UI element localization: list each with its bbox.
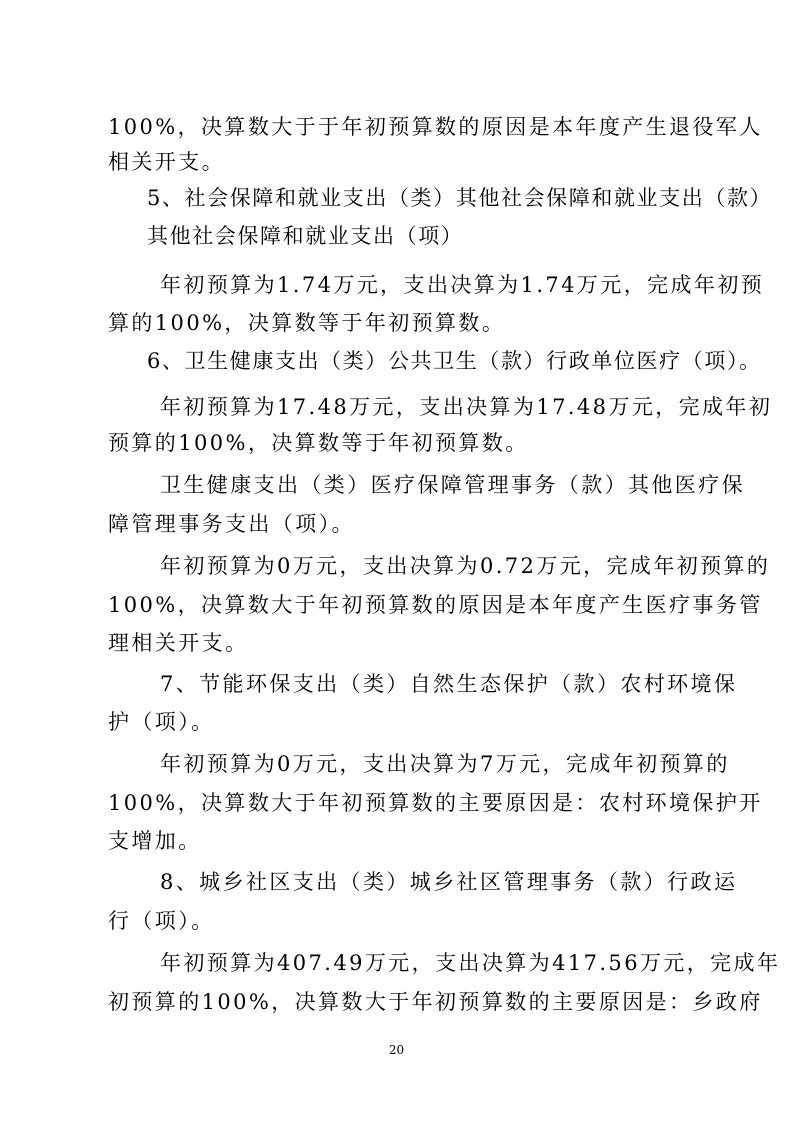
text-line: 100%，决算数大于年初预算数的主要原因是：农村环境保护开 <box>108 791 763 815</box>
text-line: 相关开支。 <box>108 150 225 174</box>
page-number: 20 <box>388 1043 405 1057</box>
text-line: 年初预算为0万元，支出决算为0.72万元，完成年初预算的 <box>160 554 771 578</box>
section-heading-5-cont: 其他社会保障和就业支出（项） <box>147 224 464 248</box>
text-line: 年初预算为407.49万元，支出决算为417.56万元，完成年 <box>160 951 781 975</box>
text-line: 支增加。 <box>108 829 202 853</box>
section-heading-6-sub-cont: 障管理事务支出（项）。 <box>108 512 355 536</box>
section-heading-8: 8、城乡社区支出（类）城乡社区管理事务（款）行政运 <box>160 870 738 894</box>
text-line: 100%，决算数大于于年初预算数的原因是本年度产生退役军人 <box>108 115 763 139</box>
text-line: 100%，决算数大于年初预算数的原因是本年度产生医疗事务管 <box>108 593 763 617</box>
text-line: 算的100%，决算数等于年初预算数。 <box>108 311 506 335</box>
section-heading-6-sub: 卫生健康支出（类）医疗保障管理事务（款）其他医疗保 <box>160 473 745 497</box>
section-heading-7-cont: 护（项）。 <box>108 710 215 734</box>
text-line: 年初预算为1.74万元，支出决算为1.74万元，完成年初预 <box>160 273 765 297</box>
text-line: 预算的100%，决算数等于年初预算数。 <box>108 431 529 455</box>
text-line: 年初预算为0万元，支出决算为7万元，完成年初预算的 <box>160 752 730 776</box>
section-heading-6: 6、卫生健康支出（类）公共卫生（款）行政单位医疗（项）。 <box>147 349 762 373</box>
text-line: 初预算的100%，决算数大于年初预算数的主要原因是：乡政府 <box>108 990 763 1014</box>
section-heading-8-cont: 行（项）。 <box>108 909 215 933</box>
section-heading-7: 7、节能环保支出（类）自然生态保护（款）农村环境保 <box>160 672 738 696</box>
section-heading-5: 5、社会保障和就业支出（类）其他社会保障和就业支出（款） <box>147 186 773 210</box>
text-line: 年初预算为17.48万元，支出决算为17.48万元，完成年初 <box>160 395 773 419</box>
text-line: 理相关开支。 <box>108 631 249 655</box>
